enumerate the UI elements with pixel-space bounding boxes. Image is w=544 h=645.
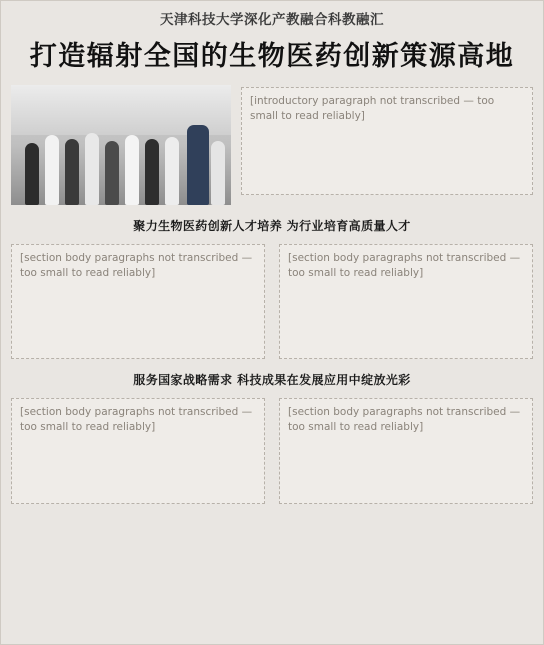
section-heading-research: 服务国家战略需求 科技成果在发展应用中绽放光彩 [133, 373, 411, 387]
news-photo [11, 85, 231, 205]
kicker-title: 天津科技大学深化产教融合科教融汇 [160, 12, 384, 28]
left-column [11, 244, 265, 359]
intro-block [241, 85, 533, 205]
body-paragraph: [section body paragraphs not transcribed — too small to read reliably] [279, 398, 533, 504]
intro-paragraph: [introductory paragraph not transcribed — too small to read reliably] [241, 87, 533, 195]
right-column [279, 398, 533, 504]
body-paragraph: [section body paragraphs not transcribed — too small to read reliably] [11, 398, 265, 504]
body-paragraph: [section body paragraphs not transcribed — too small to read reliably] [11, 244, 265, 359]
section-body-research [11, 398, 533, 504]
top-row [11, 85, 533, 205]
right-column [279, 244, 533, 359]
body-paragraph: [section body paragraphs not transcribed — too small to read reliably] [279, 244, 533, 359]
page-title: 打造辐射全国的生物医药创新策源高地 [29, 41, 515, 72]
section-heading-talent: 聚力生物医药创新人才培养 为行业培育高质量人才 [133, 219, 411, 233]
left-column [11, 398, 265, 504]
section-body-talent [11, 244, 533, 359]
